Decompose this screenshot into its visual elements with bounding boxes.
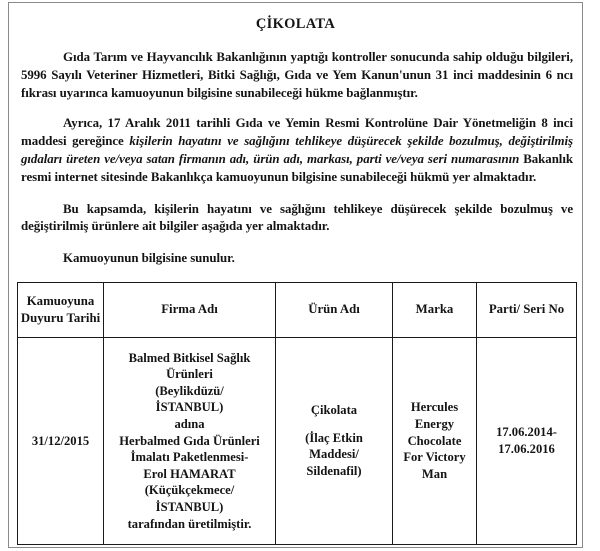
spacer <box>278 419 390 430</box>
product-name-text: Çikolata <box>310 403 358 418</box>
brand-line: For Victory <box>403 450 466 465</box>
brand-line: Energy <box>414 416 455 431</box>
column-header-product-name: Ürün Adı <box>276 282 393 337</box>
text-run: Kamuoyunun bilgisine sunulur. <box>63 251 235 266</box>
cell-announcement-date: 31/12/2015 <box>18 337 104 544</box>
brand-line: Man <box>421 466 448 481</box>
firm-name-line: İSTANBUL) <box>155 500 224 515</box>
firm-name-line: İmalatı Paketlenmesi- <box>130 450 249 465</box>
table-row <box>18 337 577 544</box>
document-page <box>8 2 583 548</box>
paragraph-1 <box>16 49 575 102</box>
paragraph-4 <box>16 250 575 268</box>
text-run: kişilerin hayatını ve sağlığını tehlikeye düşürecek şekilde bozulmuş, değiştirilmiş gıdaları üreten ve/veya satan firmanın adı, ürün adı, markası, parti ve/veya seri numarasının <box>21 134 573 166</box>
report-table-wrapper <box>16 282 575 545</box>
document-body <box>9 17 582 545</box>
firm-name-line: Herbalmed Gıda Ürünleri <box>119 433 260 448</box>
firm-name-line: İSTANBUL) <box>155 400 224 415</box>
text-run: Bu kapsamda, kişilerin hayatını ve sağlığını tehlikeye düşürecek şekilde bozulmuş ve değiştirilmiş ürünlere ait bilgiler aşağıda yer almaktadır. <box>21 201 573 234</box>
cell-firm-name <box>104 337 276 544</box>
product-detail-line: (İlaç Etkin <box>305 430 363 445</box>
cell-lot-serial <box>477 337 577 544</box>
paragraph-2 <box>16 115 575 186</box>
page-title: ÇİKOLATA <box>255 16 336 32</box>
text-run: Bakanlık resmi internet sitesinde Bakanlıkça kamuoyunun bilgisine sunabileceği hükmü yer almaktadır. <box>21 151 573 184</box>
column-header-firm-name: Firma Adı <box>104 282 276 337</box>
column-header-lot-serial: Parti/ Seri No <box>477 282 577 337</box>
text-run: Gıda Tarım ve Hayvancılık Bakanlığının yaptığı kontroller sonucunda sahip olduğu bilgileri, 5996 Sayılı Veteriner Hizmetleri, Bitki Sağlığı, Gıda ve Yem Kanun'unun 31 inci maddesinin 6 ncı fıkrası uyarınca kamuoyunun bilgisine sunabileceği hükme bağlanmıştır. <box>21 49 573 100</box>
firm-name-line: (Beylikdüzü/ <box>155 383 224 398</box>
firm-name-line: Ürünleri <box>166 367 213 382</box>
product-detail-line: Sildenafil) <box>306 464 362 479</box>
cell-product-name <box>276 337 393 544</box>
table-header-row <box>18 282 577 337</box>
firm-name-line: tarafından üretilmiştir. <box>127 516 252 531</box>
firm-name-line: Erol HAMARAT <box>143 466 236 481</box>
brand-line: Chocolate <box>407 433 462 448</box>
cell-brand <box>393 337 477 544</box>
paragraph-3 <box>16 201 575 237</box>
firm-name-line: (Küçükçekmece/ <box>144 483 235 498</box>
firm-name-line: Balmed Bitkisel Sağlık <box>128 350 251 365</box>
product-detail-line: Maddesi/ <box>309 447 359 462</box>
brand-line: Hercules <box>410 400 459 415</box>
lot-serial-line: 17.06.2014- <box>496 425 557 440</box>
report-table <box>17 282 577 545</box>
text-run: Ayrıca, 17 Aralık 2011 tarihli Gıda ve Yemin Resmi Kontrolüne Dair Yönetmeliğin 8 inci maddesi gereğince <box>21 116 573 149</box>
column-header-announcement-date: Kamuoyuna Duyuru Tarihi <box>18 282 104 337</box>
firm-name-line: adına <box>174 416 205 431</box>
lot-serial-line: 17.06.2016 <box>498 441 555 456</box>
column-header-brand: Marka <box>393 282 477 337</box>
